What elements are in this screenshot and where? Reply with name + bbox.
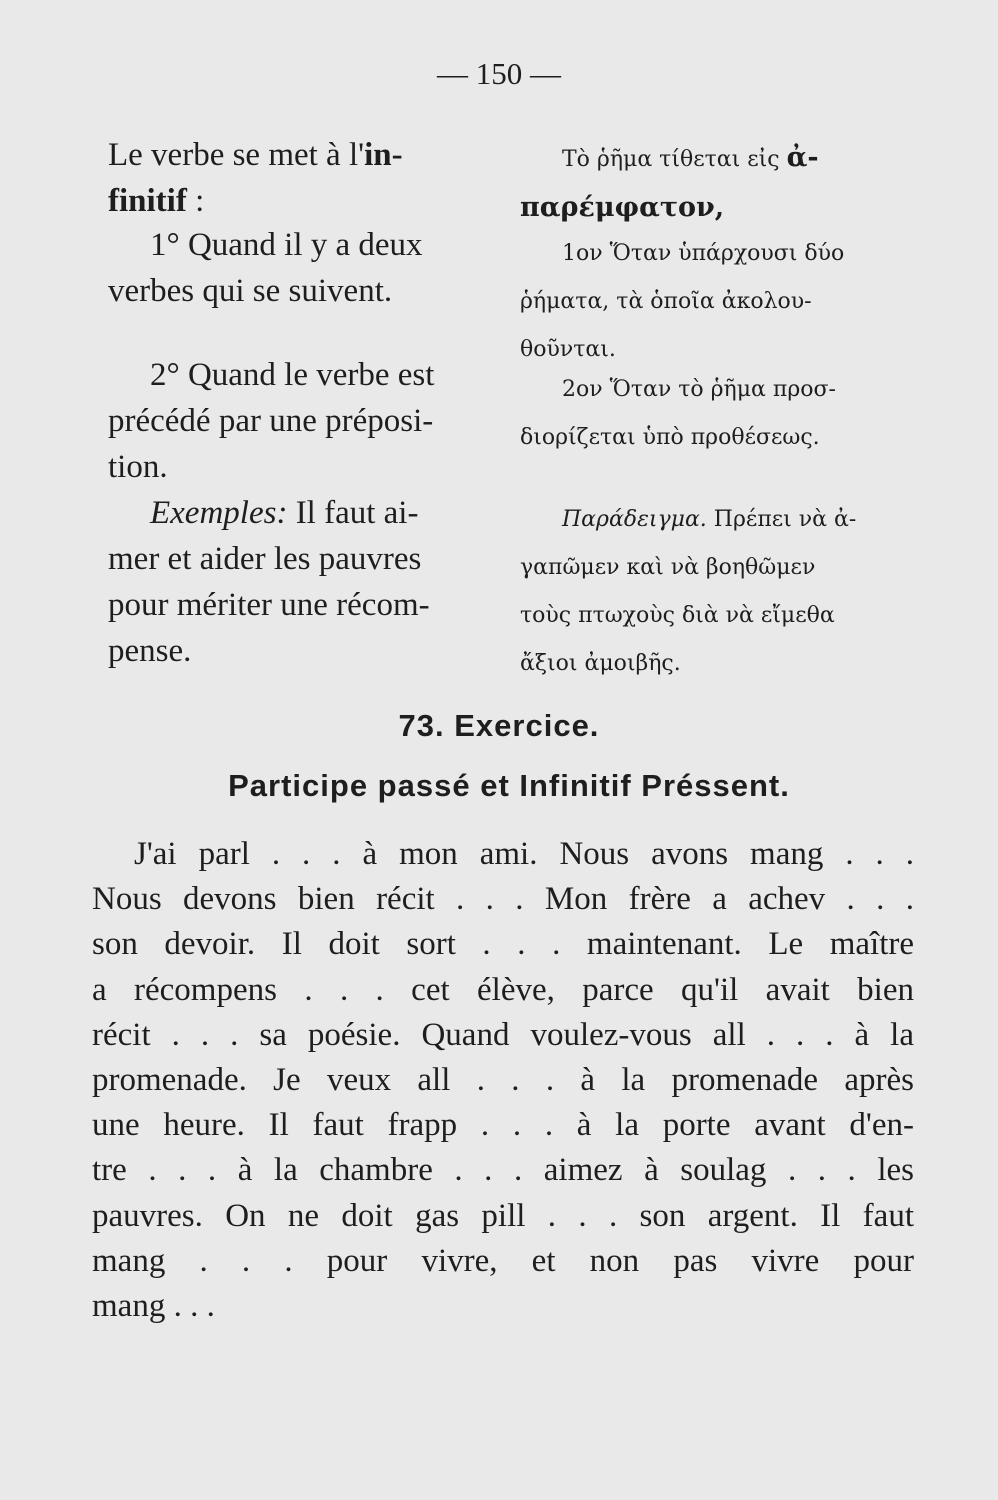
french-intro xyxy=(108,132,508,224)
exercise-line: une heure. Il faut frapp . . . à la porte avant d'en- xyxy=(92,1107,914,1144)
french-example-line-1: Exemples: Il faut ai- xyxy=(150,495,419,531)
page-number: — 150 — xyxy=(437,56,561,91)
greek-intro-line-1: Τὸ ῥῆμα τίθεται εἰς ἀ- xyxy=(562,142,819,173)
exercise-line: J'ai parl . . . à mon ami. Nous avons mang . . . xyxy=(134,836,914,872)
french-intro-line-1: Le verbe se met à l'in- xyxy=(108,137,403,173)
greek-example-label: Παράδειγμα. xyxy=(562,507,707,532)
greek-example-line-1: Παράδειγμα. Πρέπει νὰ ἀ- xyxy=(562,507,857,532)
french-example-line-3: pour mériter une récom- xyxy=(108,587,430,623)
exercise-line: promenade. Je veux all . . . à la promenade après xyxy=(92,1062,914,1099)
greek-example-line-2: γαπῶμεν καὶ νὰ βοηθῶμεν xyxy=(520,555,816,580)
french-rule-2-line-2: précédé par une préposi- xyxy=(108,403,434,439)
exercise-line: tre . . . à la chambre . . . aimez à soulag . . . les xyxy=(92,1152,914,1189)
exercise-line: pauvres. On ne doit gas pill . . . son argent. Il faut xyxy=(92,1197,914,1234)
greek-intro-line-2: παρέμφατον, xyxy=(520,192,725,223)
exercise-line: Nous devons bien récit . . . Mon frère a achev . . . xyxy=(92,881,914,918)
french-rule-2-line-3: tion. xyxy=(108,449,168,485)
french-intro-line-2: finitif : xyxy=(108,183,205,219)
greek-intro xyxy=(520,134,940,234)
exercise-heading: 73. Exercice. xyxy=(398,708,600,743)
exercise-text xyxy=(92,832,914,1329)
french-example xyxy=(108,490,508,674)
greek-example xyxy=(520,496,940,688)
exercise-line: a récompens . . . cet élève, parce qu'il avait bien xyxy=(92,971,914,1008)
greek-rule-2-line-2: διορίζεται ὑπὸ προθέσεως. xyxy=(520,425,820,450)
exercise-line: mang . . . xyxy=(92,1288,215,1325)
french-rule-2-line-1: 2° Quand le verbe est xyxy=(150,357,435,393)
greek-rule-2 xyxy=(520,366,940,462)
greek-example-line-4: ἄξιοι ἀμοιβῆς. xyxy=(520,651,681,676)
exercise-line: récit . . . sa poésie. Quand voulez-vous all . . . à la xyxy=(92,1016,914,1053)
french-rule-2 xyxy=(108,352,508,490)
french-rule-1-line-1: 1° Quand il y a deux xyxy=(150,227,423,263)
french-example-label: Exemples: xyxy=(150,495,288,531)
greek-rule-2-line-1: 2ον Ὅταν τὸ ῥῆμα προσ- xyxy=(562,377,836,402)
french-rule-1 xyxy=(108,222,508,314)
greek-rule-1-line-3: θοῦνται. xyxy=(520,337,616,362)
greek-rule-1 xyxy=(520,230,940,374)
exercise-subtitle: Participe passé et Infinitif Préssent. xyxy=(228,768,790,803)
greek-rule-1-line-2: ῥήματα, τὰ ὁποῖα ἀκολου- xyxy=(520,289,812,314)
french-example-line-4: pense. xyxy=(108,633,192,669)
greek-example-line-3: τοὺς πτωχοὺς διὰ νὰ εἴμεθα xyxy=(520,603,835,628)
exercise-line: mang . . . pour vivre, et non pas vivre pour xyxy=(92,1242,914,1279)
greek-rule-1-line-1: 1ον Ὅταν ὑπάρχουσι δύο xyxy=(562,241,845,266)
french-example-line-2: mer et aider les pauvres xyxy=(108,541,422,577)
french-rule-1-line-2: verbes qui se suivent. xyxy=(108,273,393,309)
exercise-line: son devoir. Il doit sort . . . maintenant. Le maître xyxy=(92,926,914,963)
